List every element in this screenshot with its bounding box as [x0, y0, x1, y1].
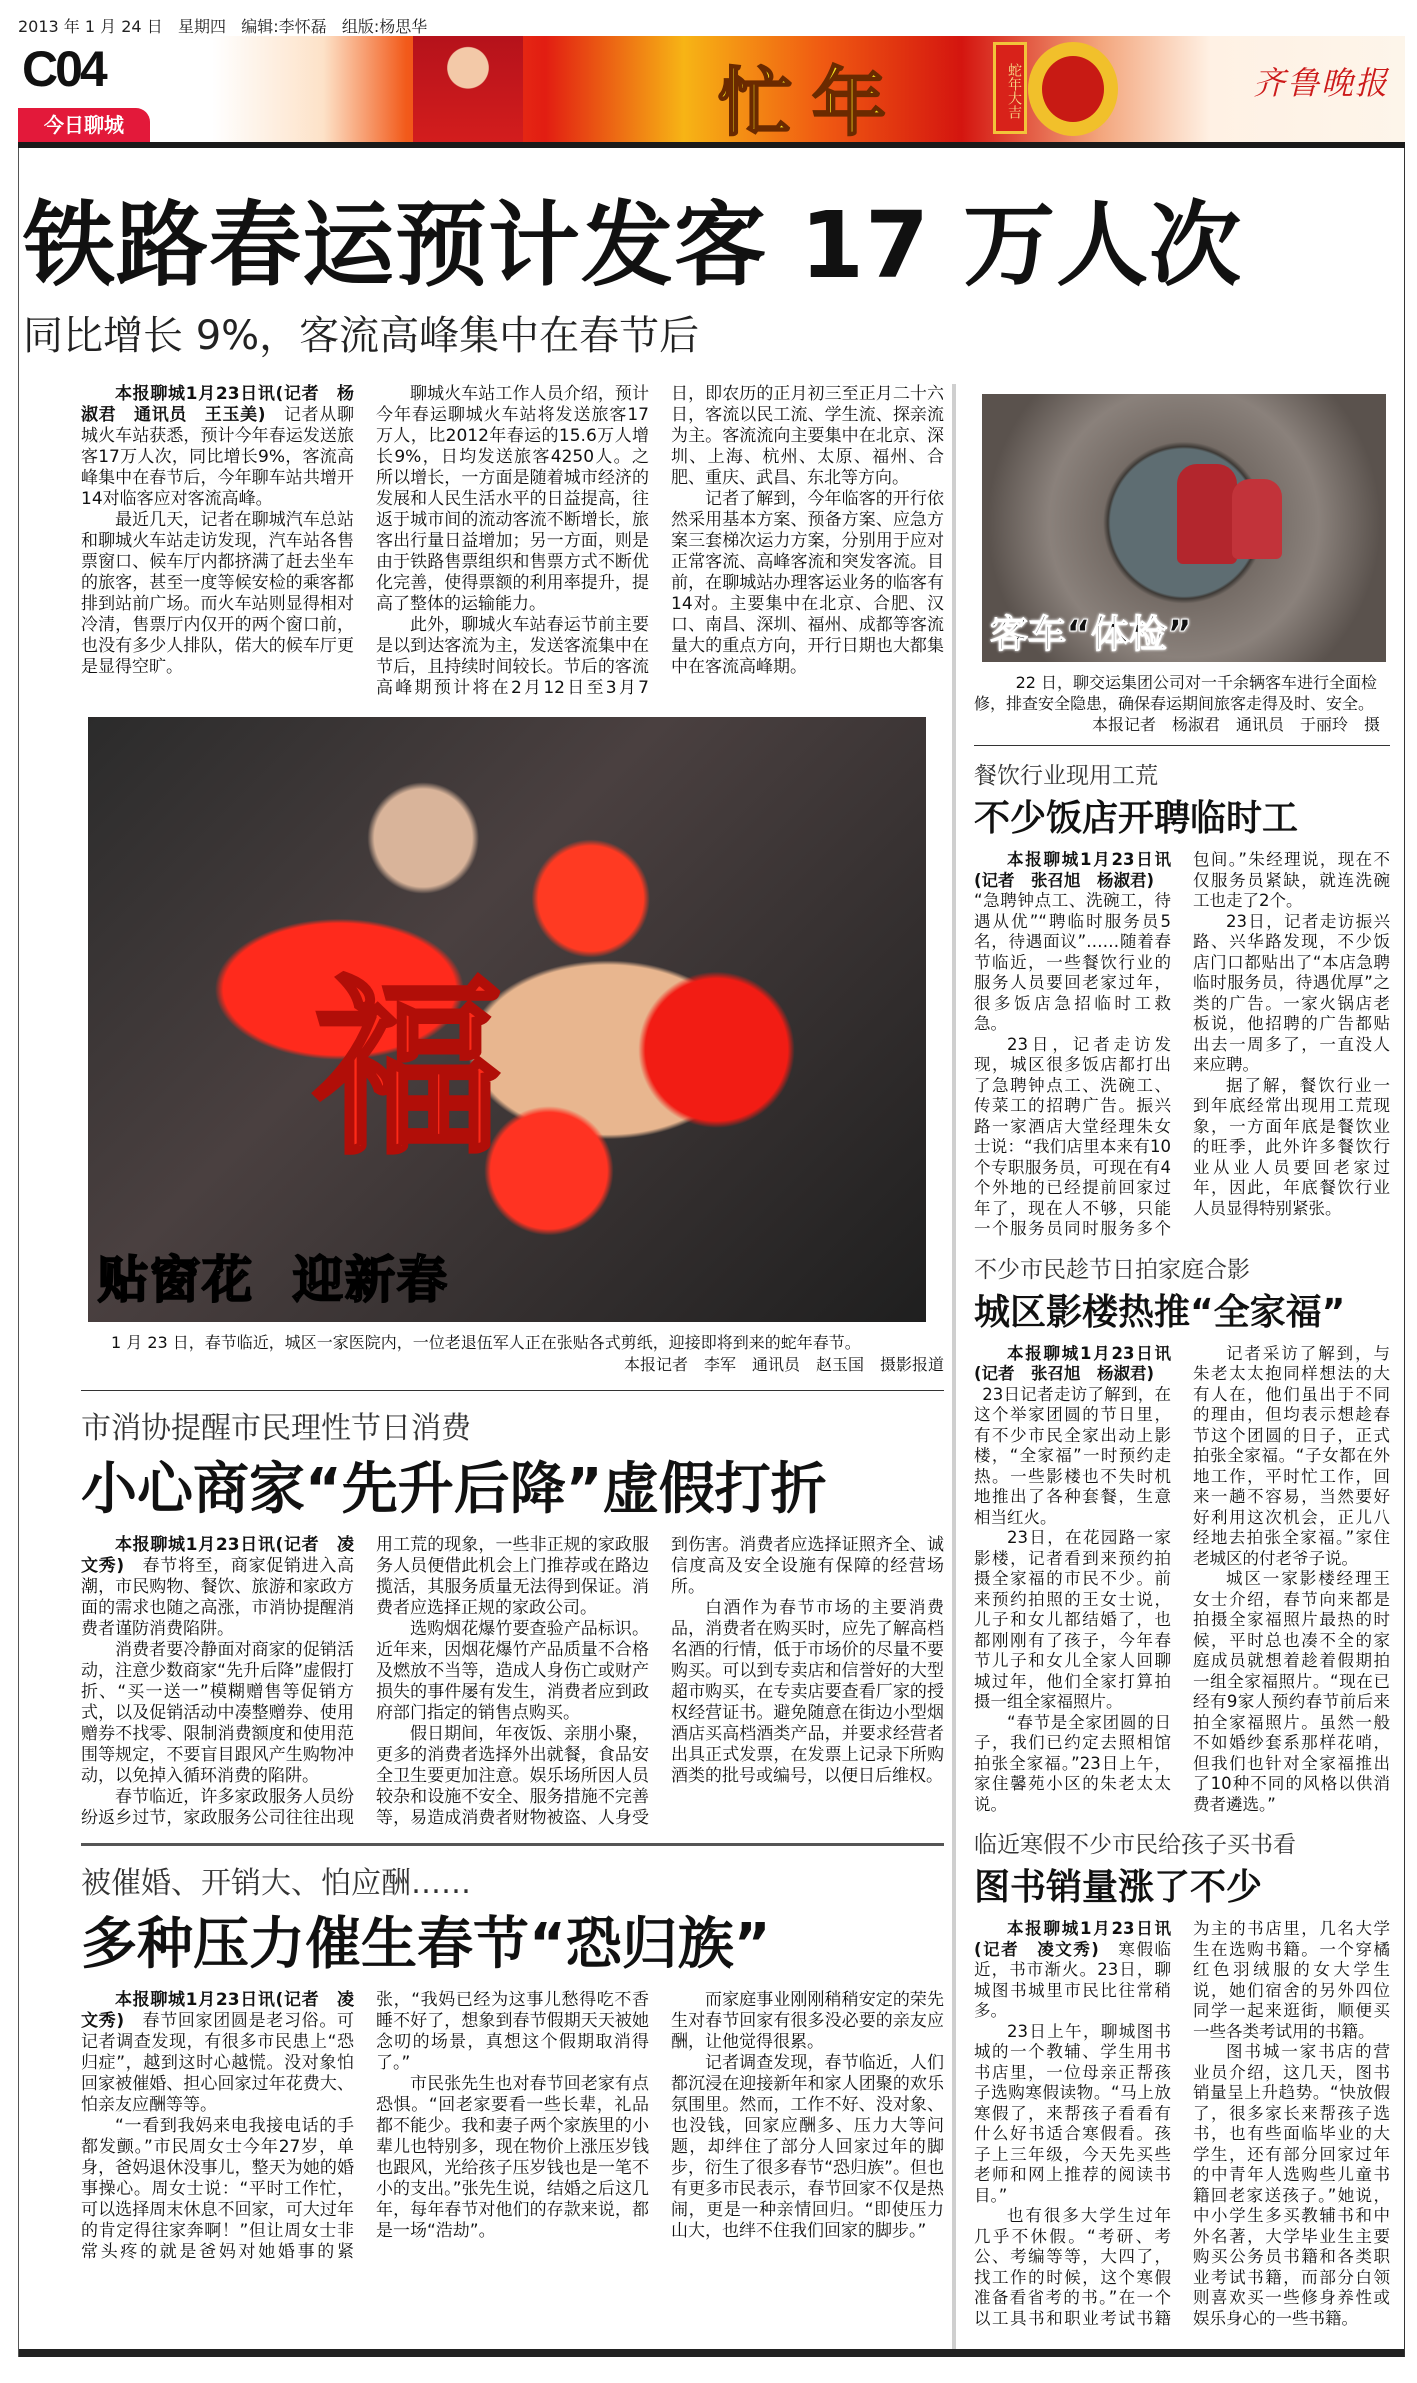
article-paragraph: 选购烟花爆竹要查验产品标识。近年来，因烟花爆竹产品质量不合格及燃放不当等，造成人身伤亡或财产损失的事件屡有发生，消费者应到政府部门指定的销售点购买。	[376, 1619, 649, 1723]
photo-overlay-title: 贴窗花 迎新春	[98, 1251, 449, 1309]
books-article-body	[974, 1919, 1390, 2329]
stress-kicker: 被催婚、开销大、怕应酬……	[81, 1866, 471, 1901]
snake-mascot-icon	[1028, 42, 1118, 136]
article-paragraph: 市民张先生也对春节回老家有点恐惧。“回老家要看一些长辈，礼品都不能少。我和妻子两个家族里的小辈儿也特别多，现在物价上涨压岁钱也跟风，光给孩子压岁钱也是一笔不小的支出。”张先生说，结婚之后这几年，每年春节对他们的存款来说，都是一场“浩劫”。	[376, 2074, 649, 2241]
article-paragraph: 最近几天，记者在聊城汽车总站和聊城火车站走访发现，汽车站各售票窗口、候车厅内都挤满了赶去坐车的旅客，甚至一度等候安检的乘客都排到站前广场。而火车站则显得相对冷清，售票厅内仅开的两个窗口前，也没有多少人排队，偌大的候车厅更是显得空旷。	[81, 510, 354, 677]
article-paragraph: “一看到我妈来电我接电话的手都发颤。”市民周女士今年27岁，单身，爸妈退休没事儿，整天为她的婚事操心。周女士说：“平时工作忙，可以选择周末休息不回家，可大过年的肯定得往家奔啊！”但让周女士非常头疼的就是爸妈对她婚事的紧张，“我妈已经为这事儿愁得吃不香睡不好了，想象到春节假期天天被她念叨的场景，真想这个假期取消得了。”	[81, 1990, 649, 2262]
bottom-rule	[19, 2349, 1404, 2357]
consumer-kicker: 市消协提醒市民理性节日消费	[81, 1411, 471, 1446]
page-number: C04	[22, 41, 105, 97]
family-photo-headline: 城区影楼热推“全家福”	[974, 1291, 1346, 1333]
banner-child-image	[413, 36, 523, 142]
article-paragraph: 据了解，餐饮行业一到年底经常出现用工荒现象，一方面年底是餐饮业的旺季，此外许多餐饮行业从业人员要回老家过年，因此，年底餐饮行业人员显得特别紧张。	[1193, 1075, 1390, 1218]
right-column	[952, 384, 1404, 2349]
article-dateline: 本报聊城1月23日讯(记者 张召旭 杨淑君)	[974, 1343, 1171, 1383]
article-paragraph: 假日期间，年夜饭、亲朋小聚，更多的消费者选择外出就餐，食品安全卫生要更加注意。娱乐场所因人员较杂和设施不安全、服务措施不完善等，易造成消费者财物被盗、人身受到伤害。消费者应选择证照齐全、诚信度高及安全设施有保障的经营场所。	[376, 1535, 944, 1828]
photo-credit: 本报记者 杨淑君 通讯员 于丽玲 摄	[1091, 715, 1380, 734]
divider	[974, 745, 1390, 746]
left-column	[19, 384, 952, 2349]
lead-article-body	[81, 384, 944, 699]
banner-scroll: 蛇年大吉	[993, 42, 1027, 134]
banner-title: 忙年	[718, 60, 906, 142]
books-kicker: 临近寒假不少市民给孩子买书看	[974, 1832, 1296, 1858]
article-paragraph: 本报聊城1月23日讯(记者 凌文秀) 春节回家团圆是老习俗。可记者调查发现，有很多市民患上“恐归症”，越到这时心越慌。没对象怕回家被催婚、担心回家过年花费大、怕亲友应酬等等。	[81, 1990, 355, 2115]
article-paragraph: 23日记者走访了解到，在这个举家团圆的节日里，有不少市民全家出动上影楼，“全家福”一时预约走热。一些影楼也不失时机地推出了各种套餐，生意相当红火。	[974, 1384, 1171, 1527]
lead-subheadline: 同比增长 9%，客流高峰集中在春节后	[23, 313, 700, 359]
photo-credit: 本报记者 李军 通讯员 赵玉国 摄影报道	[623, 1355, 944, 1374]
issue-dateline: 2013 年 1 月 24 日 星期四 编辑:李怀磊 组版:杨思华	[18, 17, 428, 36]
lead-heading-block	[19, 148, 1404, 362]
article-dateline: 本报聊城1月23日讯(记者 凌文秀)	[974, 1919, 1171, 1959]
family-photo-article-body	[974, 1344, 1390, 1816]
consumer-article-body	[81, 1535, 944, 1829]
photo-caption: 22 日，聊交运集团公司对一千余辆客车进行全面检修，排查安全隐患，确保春运期间旅客走得及时、安全。	[974, 673, 1378, 713]
article-paragraph: 此外，聊城火车站春运节前主要是以到达客流为主，发送客流集中在节后，且持续时间较长。节后的客流高峰期预计将在2月12日至3月7日，即农历的正月初三至正月二十六日，客流以民工流、学生流、探亲流为主。客流流向主要集中在北京、深圳、上海、杭州、太原、福州、合肥、重庆、武昌、东北等方向。	[376, 384, 944, 698]
divider	[81, 1843, 944, 1846]
page-columns	[19, 384, 1404, 2349]
article-paragraph: 也有很多大学生过年几乎不休假。“考研、考公、考编等等，大四了，找工作的时候，这个寒假准备看省考的书。”在一个以工具书和职业考试书籍为主的书店里，几名大学生在选购书籍。一个穿橘红色羽绒服的女大学生说，她们宿舍的另外四位同学一起来逛街，顺便买一些各类考试用的书籍。	[974, 1919, 1390, 2328]
article-paragraph: “春节是全家团圆的日子，我们已约定去照相馆拍张全家福。”23日上午，家住馨苑小区的朱老太太说。	[974, 1712, 1171, 1814]
article-paragraph: 记者调查发现，春节临近，人们都沉浸在迎接新年和家人团聚的欢乐氛围里。然而，工作不好、没对象、也没钱，回家应酬多、压力大等问题，却绊住了部分人回家过年的脚步，衍生了很多春节“恐归族”。但也有更多市民表示，春节回家不仅是热闹，更是一种亲情回归。“即使压力山大，也绊不住我们回家的脚步。”	[671, 2053, 944, 2241]
article-paragraph: 23日，记者走访发现，城区很多饭店都打出了急聘钟点工、洗碗工、传菜工的招聘广告。振兴路一家酒店大堂经理朱女士说：“我们店里本来有10个专职服务员，可现在有4个外地的已经提前回家过年了，现在人不够，只能一个服务员同时服务多个包间。”朱经理说，现在不仅服务员紧缺，就连洗碗工也走了2个。	[974, 850, 1390, 1238]
article-dateline: 本报聊城1月23日讯(记者 凌文秀)	[81, 1990, 354, 2031]
article-paragraph: 23日上午，聊城图书城的一个教辅、学生用书书店里，一位母亲正帮孩子选购寒假读物。“马上放寒假了，来帮孩子看看有什么好书适合寒假看。孩子上三年级，今天先买些老师和网上推荐的阅读书目。”	[974, 2021, 1171, 2205]
restaurant-headline: 不少饭店开聘临时工	[974, 798, 1299, 839]
stress-article-body	[81, 1990, 944, 2263]
article-paragraph: 23日，在花园路一家影楼，记者看到来预约拍摄全家福的市民不少。前来预约拍照的王女士说，儿子和女儿都结婚了，也都刚刚有了孩子，今年春节儿子和女儿全家人回聊城过年，他们全家打算拍摄一组全家福照片。	[974, 1528, 1171, 1711]
article-paragraph: “急聘钟点工、洗碗工，待遇从优”“聘临时服务员5名，待遇面议”……随着春节临近，一些餐饮行业的服务人员要回老家过年，很多饭店急招临时工救急。	[974, 891, 1171, 1033]
books-headline: 图书销量涨了不少	[974, 1867, 1263, 1908]
divider	[81, 1390, 944, 1391]
worker-figure	[1177, 464, 1237, 564]
consumer-headline: 小心商家“先升后降”虚假打折	[81, 1457, 827, 1522]
bus-inspection-photo	[982, 394, 1386, 662]
paper-cut-photo	[88, 717, 926, 1322]
article-paragraph: 城区一家影楼经理王女士介绍，春节向来都是拍摄全家福照片最热的时候，平时总也凑不全的家庭成员就想着趁着假期拍一组全家福照片。“现在已经有9家人预约春节前后来拍全家福照片。虽然一般不如婚纱套系那样花哨，但我们也针对全家福推出了10种不同的风格以供消费者遴选。”	[1193, 1569, 1390, 1814]
article-paragraph: 记者了解到，今年临客的开行依然采用基本方案、预备方案、应急方案三套梯次运力方案，分别用于应对正常客流、高峰客流和突发客流。目前，在聊城站办理客运业务的临客有14对。主要集中在北京、合肥、汉口、南昌、深圳、福州、成都等客流量大的重点方向，开行日期也大都集中在客流高峰期。	[671, 489, 944, 677]
paper-cut-fu-character: 福	[313, 957, 504, 1180]
page-banner	[18, 36, 1405, 142]
article-dateline: 本报聊城1月23日讯(记者 杨淑君 通讯员 王玉美)	[81, 384, 354, 425]
article-paragraph: 春节临近，许多家政服务人员纷纷返乡过节，家政服务公司往往出现用工荒的现象，一些非正规的家政服务人员便借此机会上门推荐或在路边揽活，其服务质量无法得到保证。消费者应选择正规的家政公司。	[81, 1535, 649, 1828]
article-paragraph: 本报聊城1月23日讯(记者 凌文秀) 春节将至，商家促销进入高潮，市民购物、餐饮、旅游和家政方面的需求也随之高涨，市消协提醒消费者谨防消费陷阱。	[81, 1535, 355, 1639]
article-dateline: 本报聊城1月23日讯(记者 张召旭 杨淑君)	[974, 850, 1171, 890]
lead-headline: 铁路春运预计发客 17 万人次	[23, 192, 1243, 299]
article-paragraph: 而家庭事业刚刚稍稍安定的荣先生对春节回家有很多没必要的亲友应酬，让他觉得很累。	[671, 1990, 944, 2052]
article-paragraph: 图书城一家书店的营业员介绍，这几天，图书销量呈上升趋势。“快放假了，很多家长来帮孩子选书，也有些面临毕业的大学生，还有部分回家过年的中青年人选购些儿童书籍回老家送孩子。”她说，中小学生多买教辅书和中外名著，大学毕业生主要购买公务员书籍和各类职业考试书籍，而部分白领则喜欢买一些修身养性或娱乐身心的一些书籍。	[1193, 2042, 1390, 2328]
article-paragraph: 本报聊城1月23日讯(记者 凌文秀) 寒假临近，书市渐火。23日，聊城图书城里市民比往常稍多。	[974, 1919, 1171, 2020]
article-paragraph: 记者采访了解到，与朱老太太抱同样想法的大有人在，他们虽出于不同的理由，但均表示想趁春节这个团圆的日子，正式拍张全家福。“子女都在外地工作，平时忙工作，回来一趟不容易，当然要好好利用这次机会，正儿八经地去拍张全家福。”家住老城区的付老爷子说。	[1193, 1343, 1390, 1568]
restaurant-kicker: 餐饮行业现用工荒	[974, 763, 1158, 789]
stress-headline: 多种压力催生春节“恐归族”	[81, 1912, 771, 1977]
article-paragraph: 消费者要冷静面对商家的促销活动，注意少数商家“先升后降”虚假打折、“买一送一”模糊赠售等促销方式，以及促销活动中凑整赠券、使用赠券不找零、限制消费额度和使用范围等规定，不要盲目跟风产生购物冲动，以免掉入循环消费的陷阱。	[81, 1640, 354, 1786]
newspaper-logo: 齐鲁晚报	[1253, 64, 1390, 102]
article-paragraph: 聊城火车站工作人员介绍，预计今年春运聊城火车站将发送旅客17万人，比2012年春运的15.6万人增长9%，日均发送旅客4250人。之所以增长，一方面是随着城市经济的发展和人民生活水平的日益提高，往返于城市间的流动客流不断增长，旅客出行量日益增加；另一方面，则是由于铁路售票组织和售票方式不断优化完善，使得票额的利用率提升，提高了整体的运输能力。	[376, 384, 649, 614]
article-paragraph: 23日，记者走访振兴路、兴华路发现，不少饭店门口都贴出了“本店急聘临时服务员，待遇优厚”之类的广告。一家火锅店老板说，他招聘的广告都贴出去一周多了，一直没人来应聘。	[1193, 911, 1390, 1074]
family-photo-kicker: 不少市民趁节日拍家庭合影	[974, 1256, 1250, 1283]
article-dateline: 本报聊城1月23日讯(记者 凌文秀)	[81, 1535, 354, 1576]
page-frame	[18, 148, 1405, 2357]
article-paragraph: 白酒作为春节市场的主要消费品，消费者在购买时，应先了解高档名酒的行情，低于市场价的尽量不要购买。可以到专卖店和信誉好的大型超市购买，在专卖店要查看厂家的授权经营证书。避免随意在街边小型烟酒店买高档酒类产品，并要求经营者出具正式发票，在发票上记录下所购酒类的批号或编号，以便日后维权。	[671, 1598, 944, 1786]
photo-caption: 1 月 23 日，春节临近，城区一家医院内，一位老退伍军人正在张贴各式剪纸，迎接即将到来的蛇年春节。	[111, 1333, 861, 1352]
worker-figure	[1232, 479, 1282, 559]
restaurant-article-body	[974, 850, 1390, 1240]
article-paragraph: 本报聊城1月23日讯(记者 杨淑君 通讯员 王玉美) 记者从聊城火车站获悉，预计今年春运发送旅客17万人次，同比增长9%，客流高峰集中在春节后，今年聊车站共增开14对临客应对客流高峰。	[81, 384, 355, 509]
photo-overlay-title: 客车“体检”	[990, 612, 1192, 656]
section-tab: 今日聊城	[18, 108, 150, 142]
